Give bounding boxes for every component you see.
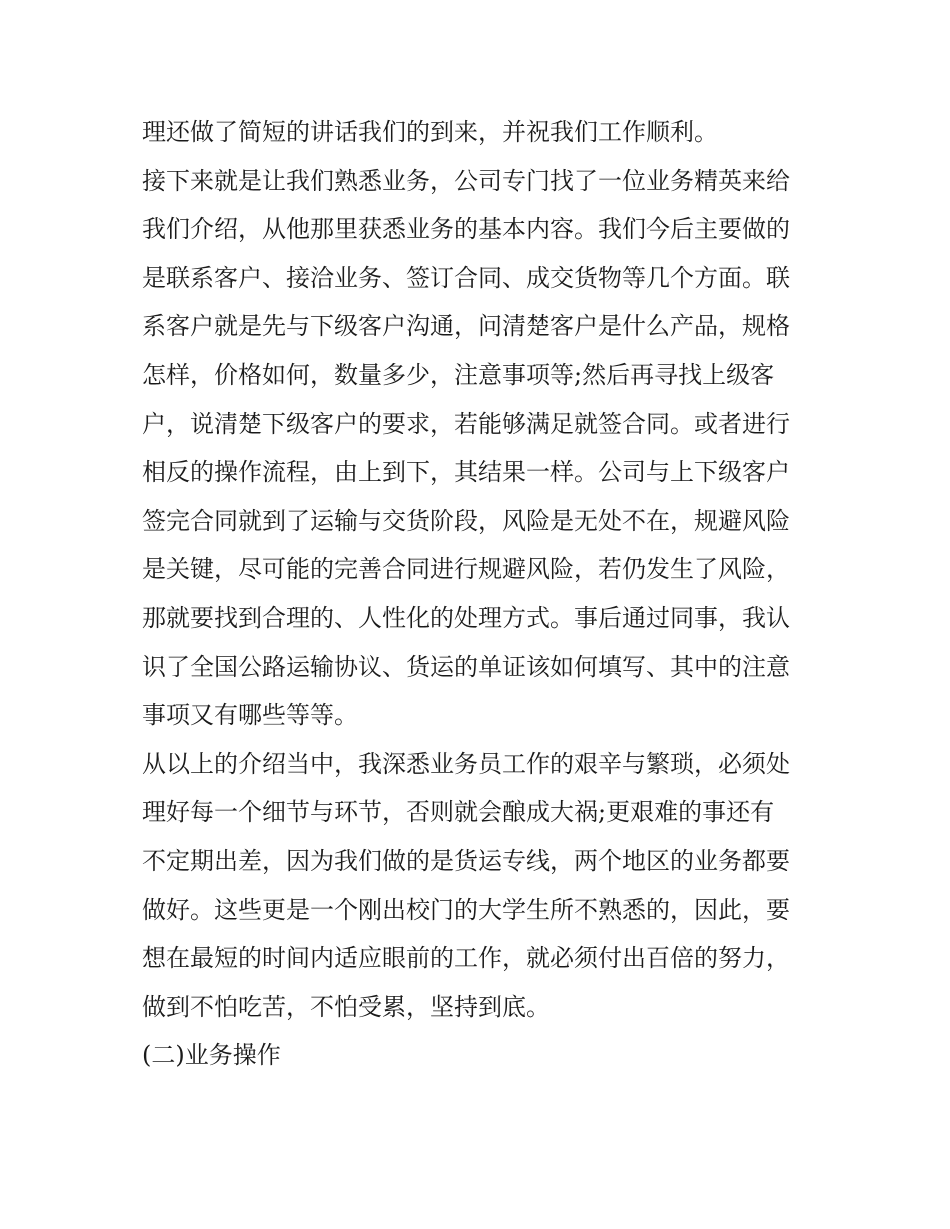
text-line: 我们介绍，从他那里获悉业务的基本内容。我们今后主要做的: [142, 215, 790, 244]
text-line: 理好每一个细节与环节，否则就会酿成大祸;更艰难的事还有: [142, 798, 775, 827]
text-line: 相反的操作流程，由上到下，其结果一样。公司与上下级客户: [142, 458, 790, 487]
text-line: 怎样，价格如何，数量多少，注意事项等;然后再寻找上级客: [142, 360, 775, 389]
text-line: 系客户就是先与下级客户沟通，问清楚客户是什么产品，规格: [142, 312, 790, 341]
text-line: 从以上的介绍当中，我深悉业务员工作的艰辛与繁琐，必须处: [142, 749, 790, 778]
text-line: 事项又有哪些等等。: [142, 701, 358, 730]
text-line: 理还做了简短的讲话我们的到来，并祝我们工作顺利。: [142, 118, 718, 146]
text-line: 户，说清楚下级客户的要求，若能够满足就签合同。或者进行: [142, 409, 790, 438]
text-line: 是关键，尽可能的完善合同进行规避风险，若仍发生了风险，: [142, 555, 790, 584]
text-line: 做好。这些更是一个刚出校门的大学生所不熟悉的，因此，要: [142, 895, 790, 924]
text-line: 识了全国公路运输协议、货运的单证该如何填写、其中的注意: [142, 652, 790, 681]
section-heading: (二)业务操作: [142, 1041, 281, 1070]
text-line: 签完合同就到了运输与交货阶段，风险是无处不在，规避风险: [142, 506, 790, 535]
text-line: 想在最短的时间内适应眼前的工作，就必须付出百倍的努力，: [142, 944, 790, 973]
text-line: 不定期出差，因为我们做的是货运专线，两个地区的业务都要: [142, 846, 790, 875]
text-line: 是联系客户、接洽业务、签订合同、成交货物等几个方面。联: [142, 263, 790, 292]
text-line: 做到不怕吃苦，不怕受累，坚持到底。: [142, 992, 550, 1021]
document-body: [142, 108, 814, 1080]
text-line: 那就要找到合理的、人性化的处理方式。事后通过同事，我认: [142, 603, 790, 632]
text-line: 接下来就是让我们熟悉业务，公司专门找了一位业务精英来给: [142, 166, 790, 195]
